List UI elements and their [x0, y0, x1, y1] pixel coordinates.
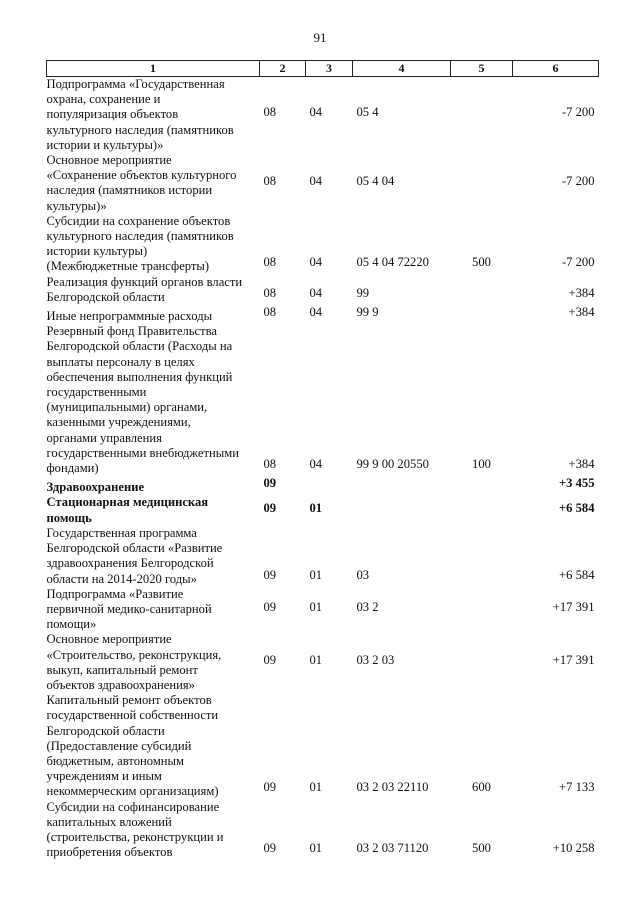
table-row	[47, 800, 599, 861]
subsection-code: 04	[309, 285, 323, 300]
section-code: 09	[263, 567, 277, 582]
description-line: казенными учреждениями,	[46, 415, 191, 430]
row-description	[47, 476, 260, 495]
table-row	[47, 305, 599, 324]
subsection-code: 04	[309, 173, 323, 188]
description-line: Здравоохранение	[46, 480, 145, 495]
section-code: 08	[263, 255, 277, 270]
expense-type-code	[451, 495, 513, 525]
row-description	[47, 214, 260, 275]
row-description	[47, 275, 260, 305]
expense-type-code	[451, 305, 513, 324]
page-number: 91	[313, 30, 327, 45]
description-line: культурного наследия (памятников	[46, 122, 234, 137]
budget-table	[46, 60, 598, 860]
row-description	[47, 587, 260, 633]
target-article-code	[353, 476, 451, 495]
column-header-4: 4	[353, 61, 451, 77]
description-line: истории и культуры)»	[46, 137, 164, 152]
table-row	[47, 275, 599, 305]
target-article-code: 99 9 00 20550	[356, 457, 429, 472]
subsection-code: 01	[309, 841, 323, 856]
description-line: Государственная программа	[46, 525, 197, 540]
column-header-5: 5	[451, 61, 513, 77]
expense-type-code	[451, 153, 513, 214]
description-line: выкуп, капитальный ремонт	[46, 662, 198, 677]
amount: +384	[568, 305, 595, 320]
row-description	[47, 495, 260, 525]
amount: -7 200	[561, 105, 595, 120]
description-line: культурного наследия (памятников	[46, 229, 234, 244]
subsection-code: 01	[309, 653, 323, 668]
subsection-code: 04	[309, 255, 323, 270]
description-line: Стационарная медицинская	[46, 495, 209, 510]
description-line: учреждениям и иным	[46, 769, 162, 784]
expense-type-code: 500	[472, 255, 491, 270]
description-line: (Предоставление субсидий	[46, 738, 192, 753]
target-article-code	[353, 495, 451, 525]
description-line: (Межбюджетные трансферты)	[46, 259, 210, 274]
table-row	[47, 153, 599, 214]
table-row	[47, 693, 599, 799]
target-article-code: 03	[356, 567, 370, 582]
amount: +10 258	[552, 841, 595, 856]
description-line: Субсидии на сохранение объектов	[46, 213, 231, 228]
description-line: Основное мероприятие	[46, 153, 172, 168]
amount: +384	[568, 285, 595, 300]
description-line: Подпрограмма «Государственная	[46, 77, 225, 91]
description-line: истории культуры)	[46, 244, 148, 259]
description-line: объектов здравоохранения»	[46, 677, 195, 692]
description-line: Капитальный ремонт объектов	[46, 693, 212, 708]
subsection-code: 01	[309, 567, 323, 582]
description-line: некоммерческим организациям)	[46, 784, 219, 799]
section-code: 09	[263, 653, 277, 668]
column-header-1: 1	[47, 61, 260, 77]
column-header-6: 6	[513, 61, 599, 77]
row-description	[47, 77, 260, 154]
expense-type-code	[451, 587, 513, 633]
target-article-code: 05 4 04 72220	[356, 255, 429, 270]
description-line: (строительства, реконструкции и	[46, 829, 224, 844]
column-header-3: 3	[306, 61, 353, 77]
description-line: Подпрограмма «Развитие	[46, 586, 184, 601]
amount: +384	[568, 457, 595, 472]
table-row	[47, 495, 599, 525]
subsection-code: 04	[309, 105, 323, 120]
column-header-2: 2	[260, 61, 306, 77]
amount: +17 391	[552, 599, 595, 614]
row-description	[47, 693, 260, 799]
target-article-code: 03 2 03 22110	[356, 780, 429, 795]
description-line: Реализация функций органов власти	[46, 274, 243, 289]
description-line: наследия (памятников истории	[46, 183, 213, 198]
table-row	[47, 632, 599, 693]
description-line: капитальных вложений	[46, 814, 172, 829]
description-line: Белгородской области	[46, 723, 165, 738]
subsection-code: 01	[309, 501, 323, 516]
section-code: 09	[263, 841, 277, 856]
description-line: помощи»	[46, 617, 97, 632]
target-article-code: 05 4 04	[356, 173, 395, 188]
description-line: приобретения объектов	[46, 845, 173, 860]
description-line: популяризация объектов	[46, 107, 179, 122]
row-description	[47, 153, 260, 214]
target-article-code: 03 2	[356, 599, 379, 614]
amount: -7 200	[561, 173, 595, 188]
row-description	[47, 526, 260, 587]
table-row	[47, 77, 599, 154]
table-row	[47, 587, 599, 633]
description-line: государственными внебюджетными	[46, 445, 239, 460]
description-line: Резервный фонд Правительства	[46, 324, 217, 339]
description-line: «Строительство, реконструкция,	[46, 647, 222, 662]
description-line: Белгородской области	[46, 289, 165, 304]
table-row	[47, 526, 599, 587]
description-line: Иные непрограммные расходы	[46, 309, 213, 324]
subsection-code: 01	[309, 599, 323, 614]
section-code: 09	[263, 501, 277, 516]
description-line: охрана, сохранение и	[46, 92, 161, 107]
description-line: первичной медико-санитарной	[46, 601, 212, 616]
expense-type-code: 100	[472, 457, 491, 472]
description-line: Белгородской области (Расходы на	[46, 339, 233, 354]
amount: +17 391	[552, 653, 595, 668]
row-description	[47, 305, 260, 324]
description-line: фондами)	[46, 461, 99, 476]
table-body	[47, 77, 599, 861]
expense-type-code	[451, 275, 513, 305]
section-code: 08	[263, 285, 277, 300]
section-code: 09	[263, 599, 277, 614]
description-line: культуры)»	[46, 198, 107, 213]
target-article-code: 05 4	[356, 105, 379, 120]
target-article-code: 99	[356, 285, 370, 300]
subsection-code: 01	[309, 780, 323, 795]
description-line: здравоохранения Белгородской	[46, 556, 214, 571]
description-line: государственными	[46, 385, 147, 400]
subsection-code: 04	[309, 305, 323, 320]
expense-type-code	[451, 526, 513, 587]
description-line: обеспечения выполнения функций	[46, 369, 233, 384]
description-line: помощь	[46, 510, 92, 525]
description-line: Субсидии на софинансирование	[46, 799, 220, 814]
description-line: (муниципальными) органами,	[46, 400, 208, 415]
row-description	[47, 800, 260, 861]
row-description	[47, 632, 260, 693]
description-line: Основное мероприятие	[46, 632, 172, 647]
table-row	[47, 324, 599, 476]
description-line: области на 2014-2020 годы»	[46, 571, 197, 586]
target-article-code: 03 2 03	[356, 653, 395, 668]
expense-type-code: 600	[472, 780, 491, 795]
amount: +6 584	[559, 567, 595, 582]
section-code: 08	[263, 173, 277, 188]
expense-type-code: 500	[472, 841, 491, 856]
description-line: государственной собственности	[46, 708, 219, 723]
table-row	[47, 214, 599, 275]
table-row	[47, 476, 599, 495]
section-code: 08	[263, 457, 277, 472]
section-code: 08	[263, 305, 277, 320]
row-description	[47, 324, 260, 476]
table-header-row	[47, 61, 599, 77]
section-code: 08	[263, 105, 277, 120]
amount: +6 584	[558, 501, 595, 516]
amount: +3 455	[558, 476, 595, 491]
expense-type-code	[451, 632, 513, 693]
description-line: органами управления	[46, 430, 162, 445]
target-article-code: 99 9	[356, 305, 379, 320]
section-code: 09	[263, 476, 277, 491]
description-line: «Сохранение объектов культурного	[46, 168, 237, 183]
target-article-code: 03 2 03 71120	[356, 841, 429, 856]
expense-type-code	[451, 476, 513, 495]
description-line: выплаты персоналу в целях	[46, 354, 195, 369]
description-line: бюджетным, автономным	[46, 753, 184, 768]
subsection-code: 04	[309, 457, 323, 472]
section-code: 09	[263, 780, 277, 795]
expense-type-code	[451, 77, 513, 154]
amount: +7 133	[559, 780, 595, 795]
description-line: Белгородской области «Развитие	[46, 541, 223, 556]
subsection-code	[306, 476, 353, 495]
amount: -7 200	[561, 255, 595, 270]
